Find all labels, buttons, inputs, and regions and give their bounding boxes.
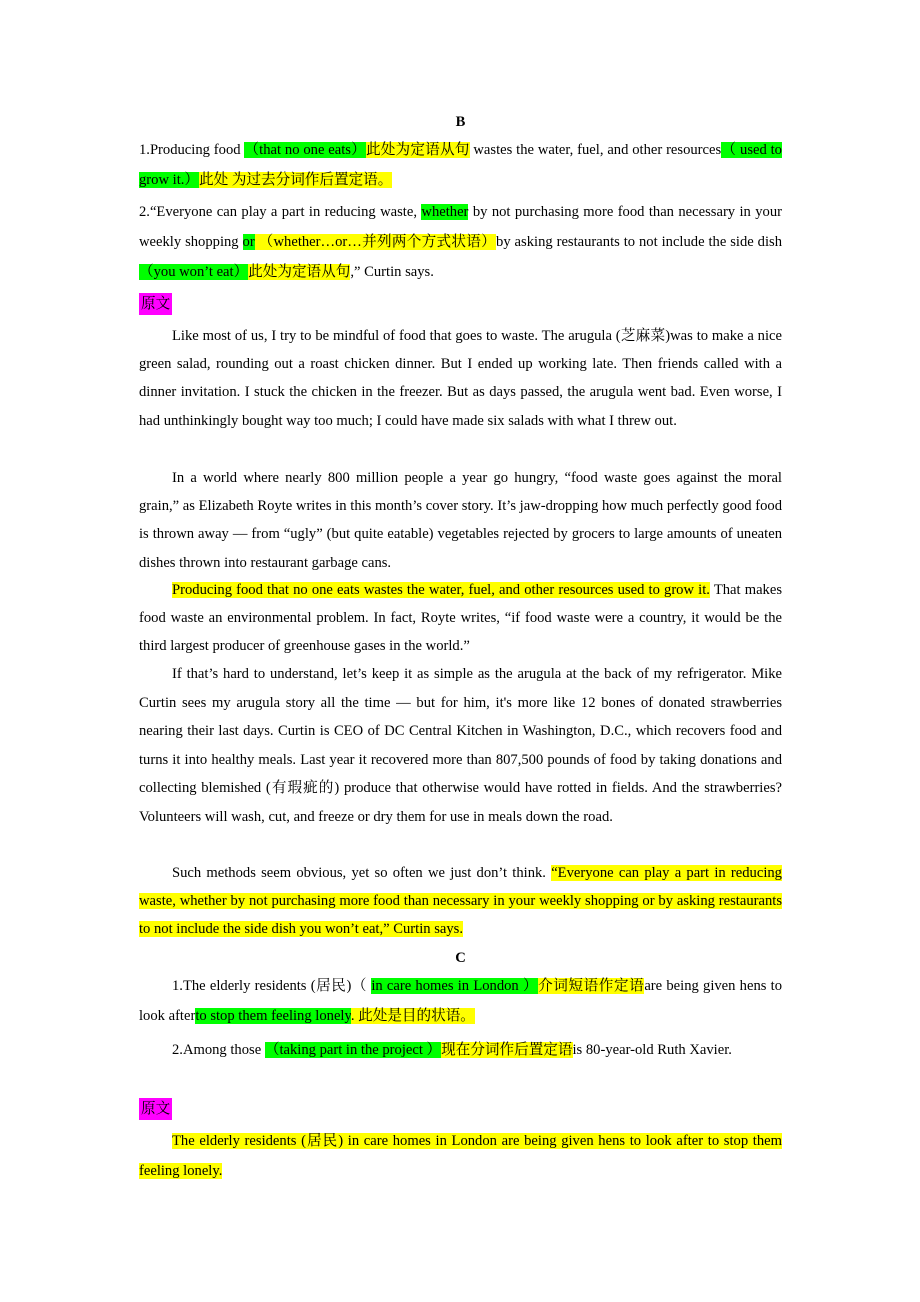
section-c-analysis-1 — [139, 972, 782, 1032]
green-highlight: whether — [421, 204, 469, 220]
yellow-highlight: 介词短语作定语 — [538, 978, 645, 994]
analysis-text: 1.Producing food — [139, 142, 245, 158]
yellow-highlight: （whether…or…并列两个方式状语） — [254, 233, 497, 250]
green-highlight: （taking part in the project ） — [264, 1042, 442, 1058]
analysis-text: ,” Curtin says. — [350, 263, 434, 280]
analysis-text: 2.Among those — [172, 1042, 265, 1058]
section-b-heading: B — [455, 114, 466, 130]
green-highlight: to stop them feeling lonely — [195, 1007, 351, 1024]
green-highlight: （you won’t eat） — [139, 263, 249, 280]
green-highlight: in care homes in London ） — [371, 978, 539, 994]
analysis-text: by not purchasing more food than necessary in your weekly shopping — [139, 204, 783, 250]
analysis-text: is 80-year-old Ruth Xavier. — [572, 1042, 732, 1058]
analysis-text: wastes the water, fuel, and other resources — [469, 142, 722, 158]
green-highlight: or — [242, 233, 255, 250]
paragraph: Like most of us, I try to be mindful of food that goes to waste. The arugula (芝麻菜)was to make a nice green salad, rounding out a roast chicken dinner. But I ended up working late. Then friends called with a dinner invitation. I stuck the chicken in the freezer. But as days passed, the arugula went bad. Even worse, I had unthinkingly bought way too much; I could have made six salads with what I threw out. — [139, 328, 782, 429]
paragraph-text: That makes food waste an environmental problem. In fact, Royte writes, “if food waste were a country, it would be the third largest producer of greenhouse gases in the world.” — [139, 582, 782, 655]
yellow-highlight: Producing food that no one eats wastes the water, fuel, and other resources used to grow it. — [172, 582, 710, 598]
yellow-highlight: 现在分词作后置定语 — [441, 1042, 573, 1058]
section-c-analysis-2 — [139, 1036, 782, 1066]
paragraph — [139, 576, 782, 661]
section-c-heading: C — [455, 950, 466, 966]
analysis-text: by asking restaurants to not include the side dish — [496, 233, 783, 250]
paragraph — [139, 1127, 782, 1187]
analysis-text: are being given hens to look after — [139, 978, 782, 1024]
yellow-highlight: 此处为定语从句 — [248, 263, 351, 280]
yellow-highlight: 此处为定语从句 — [365, 142, 470, 158]
original-text-tag: 原文 — [139, 293, 172, 315]
original-text-tag: 原文 — [139, 1098, 172, 1120]
paragraph — [139, 859, 782, 944]
yellow-highlight: . 此处是目的状语。 — [350, 1007, 475, 1024]
section-b-analysis-1 — [139, 136, 782, 196]
paragraph: In a world where nearly 800 million people a year go hungry, “food waste goes against the moral grain,” as Elizabeth Royte writes in this month’s cover story. It’s jaw-dropping how much perfectly good food is thrown away — from “ugly” (but quite eatable) vegetables rejected by grocers to large amounts of uneaten dishes thrown into restaurant garbage cans. — [139, 470, 782, 571]
analysis-text: 2.“Everyone can play a part in reducing waste, — [139, 204, 422, 220]
yellow-highlight: “Everyone can play a part in reducing waste, whether by not purchasing more food than necessary in your weekly shopping or by asking restaurants to not include the side dish you won’t eat,” Curtin says. — [139, 865, 782, 938]
yellow-highlight: 此处 为过去分词作后置定语。 — [199, 171, 393, 188]
paragraph-text: Such methods seem obvious, yet so often we just don’t think. — [172, 865, 552, 881]
paragraph: If that’s hard to understand, let’s keep it as simple as the arugula at the back of my refrigerator. Mike Curtin sees my arugula story all the time — but for him, it's more like 12 bones of donated strawberries nearing their last days. Curtin is CEO of DC Central Kitchen in Washington, D.C., which recovers food and turns it into healthy meals. Last year it recovered more than 807,500 pounds of food by taking donations and collecting blemished (有瑕疵的) produce that otherwise would have rotted in fields. And the strawberries? Volunteers will wash, cut, and freeze or dry them for use in meals down the road. — [139, 666, 782, 825]
green-highlight: （ used to grow it.） — [139, 142, 782, 188]
section-b-analysis-2 — [139, 198, 782, 287]
analysis-text: 1.The elderly residents (居民)（ — [172, 978, 372, 994]
yellow-highlight: The elderly residents (居民) in care homes in London are being given hens to look after to stop them feeling lonely. — [139, 1133, 782, 1179]
green-highlight: （that no one eats） — [244, 142, 366, 158]
